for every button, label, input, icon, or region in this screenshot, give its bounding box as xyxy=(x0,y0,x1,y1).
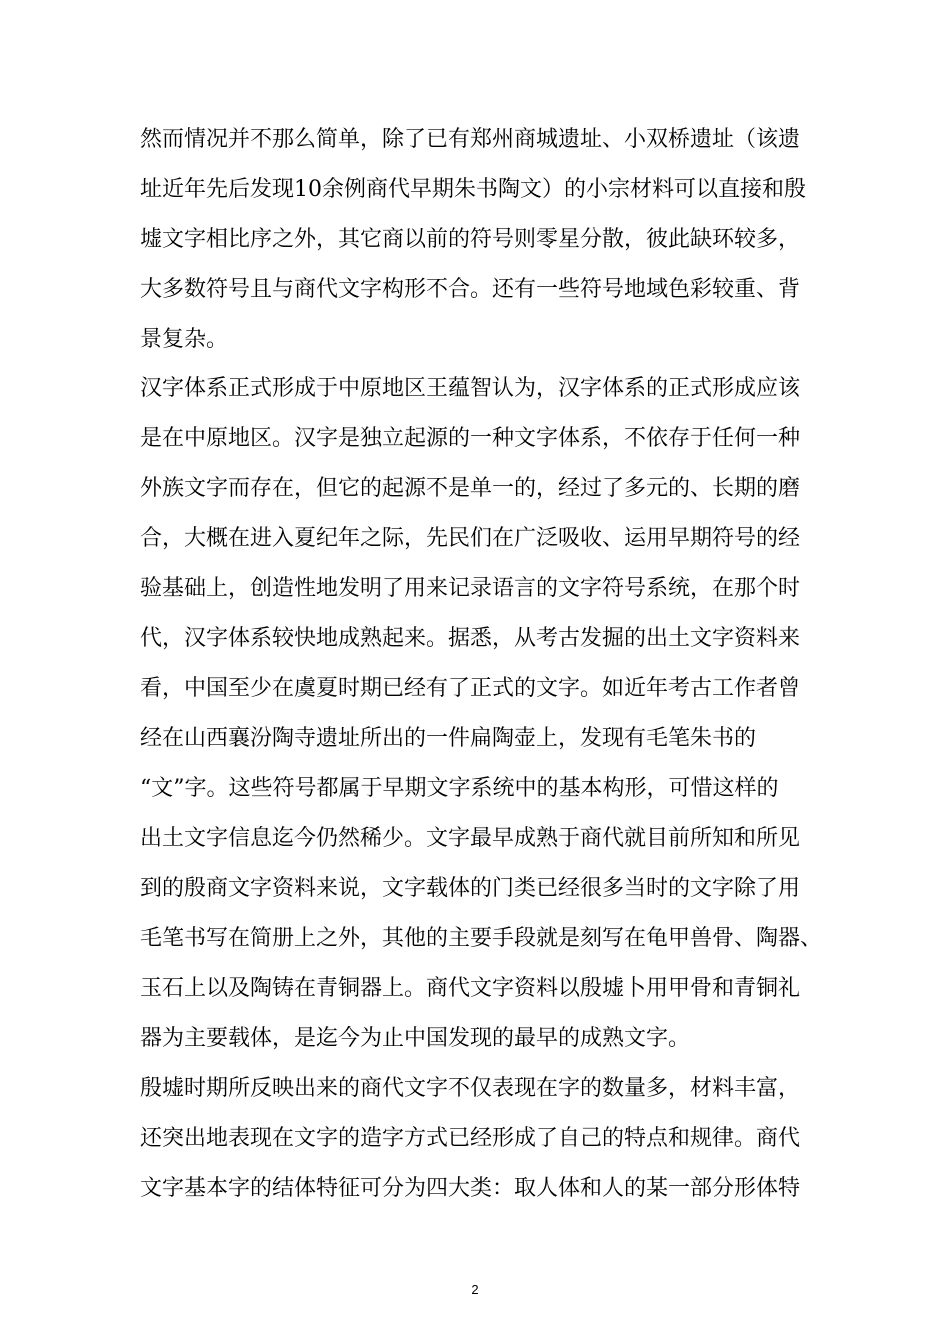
page-number: 2 xyxy=(471,1282,479,1297)
text-line: 看，中国至少在虞夏时期已经有了正式的文字。如近年考古工作者曾 xyxy=(140,676,801,701)
text-line: 到的殷商文字资料来说，文字载体的门类已经很多当时的文字除了用 xyxy=(140,876,801,901)
text-line: 是在中原地区。汉字是独立起源的一种文字体系，不依存于任何一种 xyxy=(140,426,801,451)
text-line: 验基础上，创造性地发明了用来记录语言的文字符号系统，在那个时 xyxy=(140,576,801,601)
text-line: 代，汉字体系较快地成熟起来。据悉，从考古发掘的出土文字资料来 xyxy=(140,626,801,651)
text-line: 还突出地表现在文字的造字方式已经形成了自己的特点和规律。商代 xyxy=(140,1126,801,1151)
text-line: 大多数符号且与商代文字构形不合。还有一些符号地域色彩较重、背 xyxy=(140,277,801,302)
text-line: 汉字体系正式形成于中原地区王蕴智认为，汉字体系的正式形成应该 xyxy=(140,376,801,401)
text-line: 址近年先后发现10余例商代早期朱书陶文）的小宗材料可以直接和殷 xyxy=(140,177,806,202)
text-line: 墟文字相比序之外，其它商以前的符号则零星分散，彼此缺环较多， xyxy=(140,227,801,252)
text-line: 外族文字而存在，但它的起源不是单一的，经过了多元的、长期的磨 xyxy=(140,476,801,501)
text-line: 出土文字信息迄今仍然稀少。文字最早成熟于商代就目前所知和所见 xyxy=(140,826,801,851)
text-line: 殷墟时期所反映出来的商代文字不仅表现在字的数量多，材料丰富， xyxy=(140,1076,801,1101)
text-line: 景复杂。 xyxy=(140,327,229,352)
text-line: 合，大概在进入夏纪年之际，先民们在广泛吸收、运用早期符号的经 xyxy=(140,526,801,551)
text-line: 文字基本字的结体特征可分为四大类：取人体和人的某一部分形体特 xyxy=(140,1176,801,1201)
text-line: 器为主要载体，是迄今为止中国发现的最早的成熟文字。 xyxy=(140,1026,691,1051)
text-line: 毛笔书写在简册上之外，其他的主要手段就是刻写在龟甲兽骨、陶器、 xyxy=(140,926,823,951)
text-line: 然而情况并不那么简单，除了已有郑州商城遗址、小双桥遗址（该遗 xyxy=(140,127,801,152)
text-line: 玉石上以及陶铸在青铜器上。商代文字资料以殷墟卜用甲骨和青铜礼 xyxy=(140,976,801,1001)
text-line: 经在山西襄汾陶寺遗址所出的一件扁陶壶上，发现有毛笔朱书的 xyxy=(140,726,757,751)
text-line: “文”字。这些符号都属于早期文字系统中的基本构形，可惜这样的 xyxy=(140,776,779,801)
